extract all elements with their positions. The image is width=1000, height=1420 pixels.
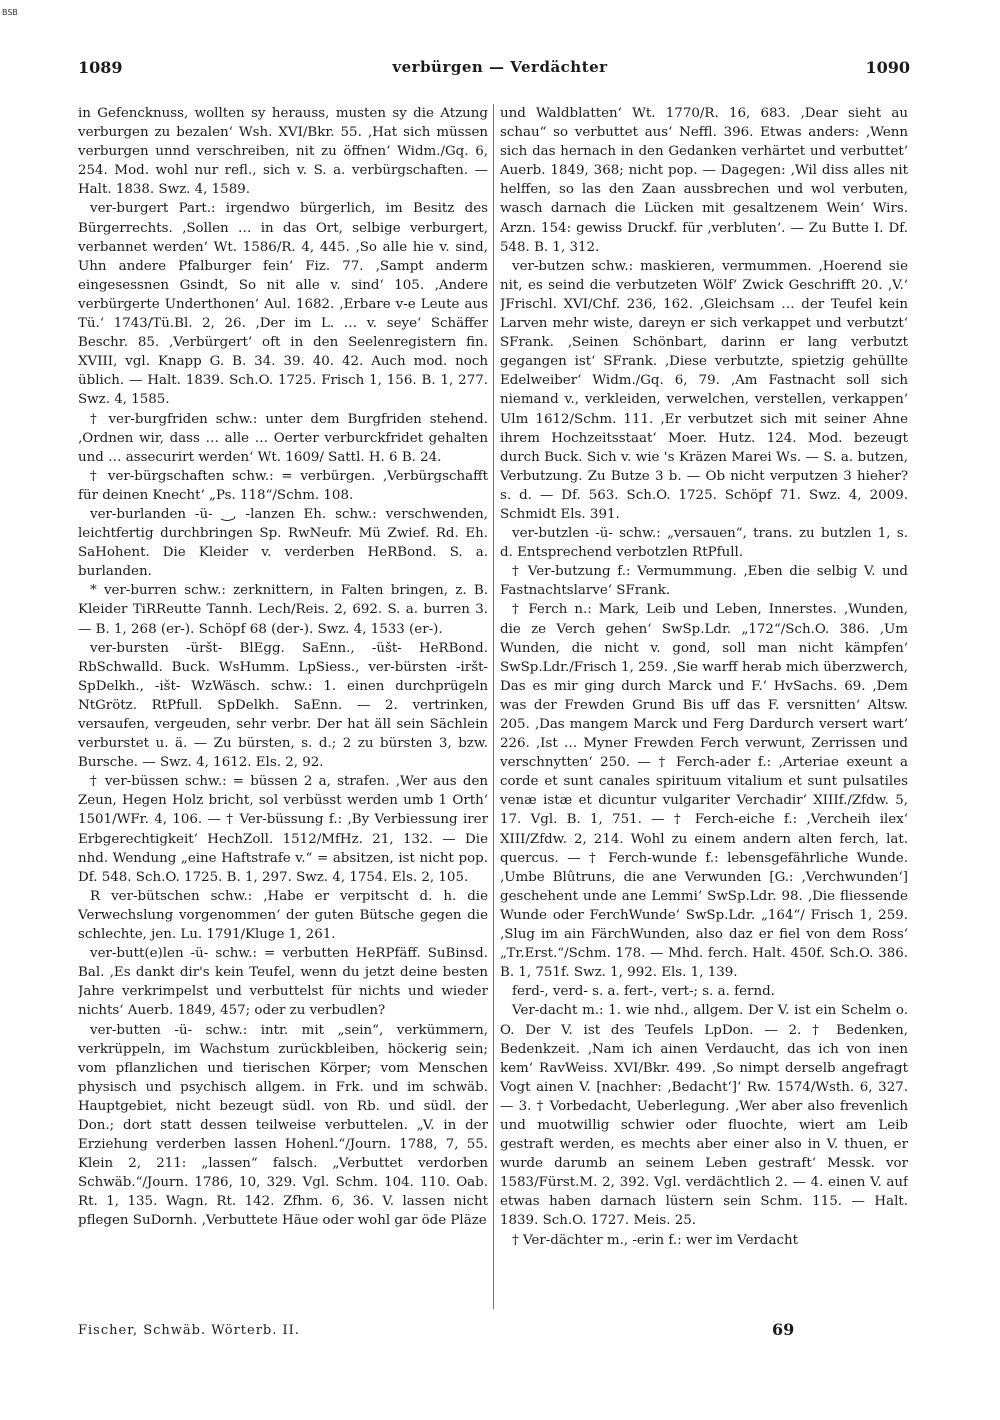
footer-source: Fischer, Schwäb. Wörterb. II.	[78, 1323, 300, 1338]
entry-paragraph: † ver-büssen schw.: = büssen 2 a, strafen. ‚Wer aus den Zeun, Hegen Holz bricht, sol verbüsst werden umb 1 Orth‘ 1501/WFr. 4, 106. — † Ver-büssung f.: ‚By Verbiessung irer Erbgerechtigkeit‘ HechZoll. 1512/MfHz. 21, 132. — Die nhd. Wendung „eine Haftstrafe v.“ = absitzen, ist nicht pop. Df. 548. Sch.O. 1725. B. 1, 297. Swz. 4, 1754. Els. 2, 105.	[78, 774, 488, 885]
corner-stamp: BSB	[2, 8, 18, 17]
page-number-right: 1090	[865, 58, 910, 77]
entry-paragraph: † Ver-butzung f.: Vermummung. ‚Eben die selbig V. und Fastnachtslarve‘ SFrank.	[500, 564, 908, 599]
entry-paragraph: ver-butten -ü- schw.: intr. mit „sein“, verkümmern, verkrüppeln, im Wachstum zurückbleiben, höckerig sein; vom pflanzlichen und tierischen Körper; vom Menschen physisch und psychisch allgem. in Frk. und im schwäb. Hauptgebiet, nicht bezeugt südl. von Rb. und südl. der Don.; dort statt dessen teilweise verbuttelen. „V. in der Erziehung verderben lassen Hohenl.“/Journ. 1788, 7, 55. Klein 2, 211: „lassen“ falsch. „Verbuttet verdorben Schwäb.“/Journ. 1786, 10, 329. Vgl. Schm. 104. 110. Oab. Rt. 1, 135. Wagn. Rt. 142. Zfhm. 6, 36. V. lassen nicht pflegen SuDornh. ‚Verbuttete Häue oder wohl gar öde Pläze	[78, 1022, 488, 1229]
right-column	[500, 104, 908, 1304]
entry-paragraph: ferd-, verd- s. a. fert-, vert-; s. a. fernd.	[512, 984, 775, 1000]
entry-paragraph: ver-bursten -üršt- BlEgg. SaEnn., -üšt- HeRBond. RbSchwalld. Buck. WsHumm. LpSiess., ver-bürsten -iršt- SpDelkh., -išt- WzWäsch. schw.: 1. einen durchprügeln NtGrötz. RtPfull. SpDelkh. SaEnn. — 2. vertrinken, versaufen, vergeuden, sehr verbr. Der hat äll sein Sächlein verburstet u. ä. — Zu bürsten, s. d.; 2 zu bürsten 3, bzw. Bursche. — Swz. 4, 1612. Els. 2, 92.	[78, 640, 488, 771]
entry-paragraph: * ver-burren schw.: zerknittern, in Falten bringen, z. B. Kleider TiRReutte Tannh. Lech/Reis. 2, 692. S. a. burren 3. — B. 1, 268 (er-). Schöpf 68 (der-). Swz. 4, 1533 (er-).	[78, 583, 488, 637]
entry-paragraph: ver-butzlen -ü- schw.: „versauen“, trans. zu butzlen 1, s. d. Entsprechend verbotzlen RtPfull.	[500, 526, 908, 561]
entry-paragraph: † ver-bürgschaften schw.: = verbürgen. ‚Verbürgschafft für deinen Knecht‘ „Ps. 118“/Schm. 108.	[78, 468, 488, 503]
entry-paragraph: ver-butzen schw.: maskieren, vermummen. ‚Hoerend sie nit, es seind die verbutzeten Wölf‘ Zwick Geschrifft 20. ‚V.‘ JFrischl. XVI/Chf. 236, 162. ‚Gleichsam … der Teufel kein Larven mehr wiste, dareyn er sich verkappet und verbutzt‘ SFrank. ‚Seinen Schönbart, darinn er lang verbutzt gegangen ist‘ SFrank. ‚Diese verbutzte, spietzig gehüllte Edelweiber‘ Widm./Gq. 6, 79. ‚Am Fastnacht soll sich niemand v., verkleiden, verwelchen, verstellen, verkappen‘ Ulm 1612/Schm. 111. ‚Er verbutzet sich mit seiner Ahne ihrem Hochzeitsstaat‘ Moer. Hutz. 124. Mod. bezeugt durch Buck. Sich v. wie 's Kräzen Marei Ws. — S. a. butzen, Verbutzung. Zu Butze 3 b. — Ob nicht verputzen 3 hieher? s. d. — Df. 563. Sch.O. 1725. Schöpf 71. Swz. 4, 2009. Schmidt Els. 391.	[500, 258, 908, 522]
entry-paragraph: und Waldblatten‘ Wt. 1770/R. 16, 683. ‚Dear sieht au schau“ so verbuttet aus‘ Neffl. 396. Etwas anders: ‚Wenn sich das hernach in den Gedanken verhärtet und verbuttet‘ Auerb. 1849, 368; nicht pop. — Dagegen: ‚Wil diss alles nit helffen, so las den Zaan aussbrechen und wol verbuten, wasch darnach die Lücken mit gesaltzenem Wein‘ Wirs. Arzn. 154: gewiss Druckf. für ‚verbluten‘. — Zu Butte I. Df. 548. B. 1, 312.	[500, 106, 908, 255]
entry-paragraph: † Ferch n.: Mark, Leib und Leben, Innerstes. ‚Wunden, die ze Verch gehen‘ SwSp.Ldr. „172“/Sch.O. 386. ‚Um Wunden, die nicht v. gond, soll man nicht kämpfen‘ SwSp.Ldr./Frisch 1, 259. ‚Sie warff herab mich überzwerch, Das es mir ging durch Marck und F.‘ HvSachs. 69. ‚Dem was der Frewden Grund Bis uff das F. versnitten‘ Altsw. 205. ‚Das mangem Marck und Ferg Dardurch versert wart‘ 226. ‚Ist … Myner Frewden Ferch verwunt, Zerrissen und verschnytten‘ 250. — † Ferch-ader f.: ‚Arteriae exeunt a corde et sunt canales spirituum vitalium et sunt pulsatiles venæ istæ et dicuntur vulgariter Verchadir‘ XIIIf./Zfdw. 5, 17. Vgl. B. 1, 751. — † Ferch-eiche f.: ‚Vercheih ilex‘ XIII/Zfdw. 2, 214. Wohl zu einem andern alten ferch, lat. quercus. — † Ferch-wunde f.: lebensgefährliche Wunde. ‚Umbe Blûtruns, die ane Verwunden [G.: ‚Verchwunden‘] geschehent unde ane Lemmi‘ SwSp.Ldr. 98. ‚Die fliessende Wunde oder FerchWunde‘ SwSp.Ldr. „164“/ Frisch 1, 259. ‚Slug im ain FärchWunden, also daz er fiel von dem Ross‘ „Tr.Erst.“/Schm. 178. — Mhd. ferch. Halt. 450f. Sch.O. 386. B. 1, 751f. Swz. 1, 992. Els. 1, 139.	[500, 602, 908, 981]
left-column	[78, 104, 488, 1304]
entry-paragraph: R ver-bütschen schw.: ‚Habe er verpitscht d. h. die Verwechslung vorgenommen‘ der guten Bütsche gegen die schlechte, jen. Lu. 1791/Kluge 1, 261.	[78, 888, 488, 943]
entry-paragraph: † ver-burgfriden schw.: unter dem Burgfriden stehend. ‚Ordnen wir, dass … alle … Oerter verburckfridet gehalten und … assecurirt werden‘ Wt. 1609/ Sattl. H. 6 B. 24.	[78, 411, 488, 465]
page-header	[0, 58, 1000, 84]
entry-paragraph: ver-butt(e)len -ü- schw.: = verbutten HeRPfäff. SuBinsd. Bal. ‚Es dankt dir's kein Teufel, wenn du jetzt deine besten Jahre verkrimpelst und verbuttelst für nichts und wieder nichts‘ Auerb. 1849, 457; oder zu verbudlen?	[78, 946, 488, 1019]
entry-paragraph: ver-burgert Part.: irgendwo bürgerlich, im Besitz des Bürgerrechts. ‚Sollen … in das Ort, selbige verburgert, verbannet werden‘ Wt. 1586/R. 4, 445. ‚So alle hie v. sind, Uhn andere Pfalburger fein‘ Fiz. 77. ‚Sampt anderm eingesessnen Gsindt, So nit alle v. sind‘ 105. ‚Andere verbürgerte Underthonen‘ Aul. 1682. ‚Erbare v-e Leute aus Tü.‘ 1743/Tü.Bl. 2, 26. ‚Der im L. … v. seye‘ Schäffer Beschr. 85. ‚Verbürgert‘ oft in den Seelenregistern fin. XVIII, vgl. Knapp G. B. 34. 39. 40. 42. Auch mod. noch üblich. — Halt. 1839. Sch.O. 1725. Frisch 1, 156. B. 1, 277. Swz. 4, 1585.	[78, 201, 488, 408]
entry-paragraph: ver-burlanden -ü- ‿, -lanzen Eh. schw.: verschwenden, leichtfertig durchbringen Sp. RwNeufr. Mü Zwief. Rd. Eh. SaHohent. Die Kleider v. verderben HeRBond. S. a. burlanden.	[78, 506, 488, 580]
entry-paragraph: in Gefencknuss, wollten sy herauss, musten sy die Atzung verburgen zu bezalen‘ Wsh. XVI/Bkr. 55. ‚Hat sich müssen verburgen unnd verschreiben, nit zu öffnen‘ Widm./Gq. 6, 254. Mod. wohl nur refl., sich v. S. a. verbürgschaften. — Halt. 1838. Swz. 4, 1589.	[78, 106, 488, 198]
page-number-left: 1089	[78, 58, 123, 77]
running-title: verbürgen — Verdächter	[392, 58, 608, 76]
column-divider	[493, 104, 494, 1309]
entry-paragraph: Ver-dacht m.: 1. wie nhd., allgem. Der V. ist ein Schelm o. O. Der V. ist des Teufels LpDon. — 2. † Bedenken, Bedenkzeit. ‚Nam ich ainen Verdaucht, das ich von inen kem‘ RavWeiss. XVI/Bkr. 499. ‚So nimpt derselb angefragt Vogt ainen V. [nachher: ‚Bedacht‘]‘ Rw. 1574/Wsth. 6, 327. — 3. † Vorbedacht, Ueberlegung. ‚Wer aber also frevenlich und muotwillig schwier oder fluochte, wiert am Leib gestraft werden, es mechts aber einer also in V. thuen, er wurde darumb an seinem Leben gestraft‘ Messk. vor 1583/Fürst.M. 2, 392. Vgl. verdächtlich 2. — 4. einen V. auf etwas haben darnach lüstern sein Schm. 115. — Halt. 1839. Sch.O. 1727. Meis. 25.	[500, 1003, 908, 1229]
footer-signature: 69	[772, 1320, 795, 1339]
entry-paragraph: † Ver-dächter m., -erin f.: wer im Verdacht	[512, 1232, 798, 1248]
